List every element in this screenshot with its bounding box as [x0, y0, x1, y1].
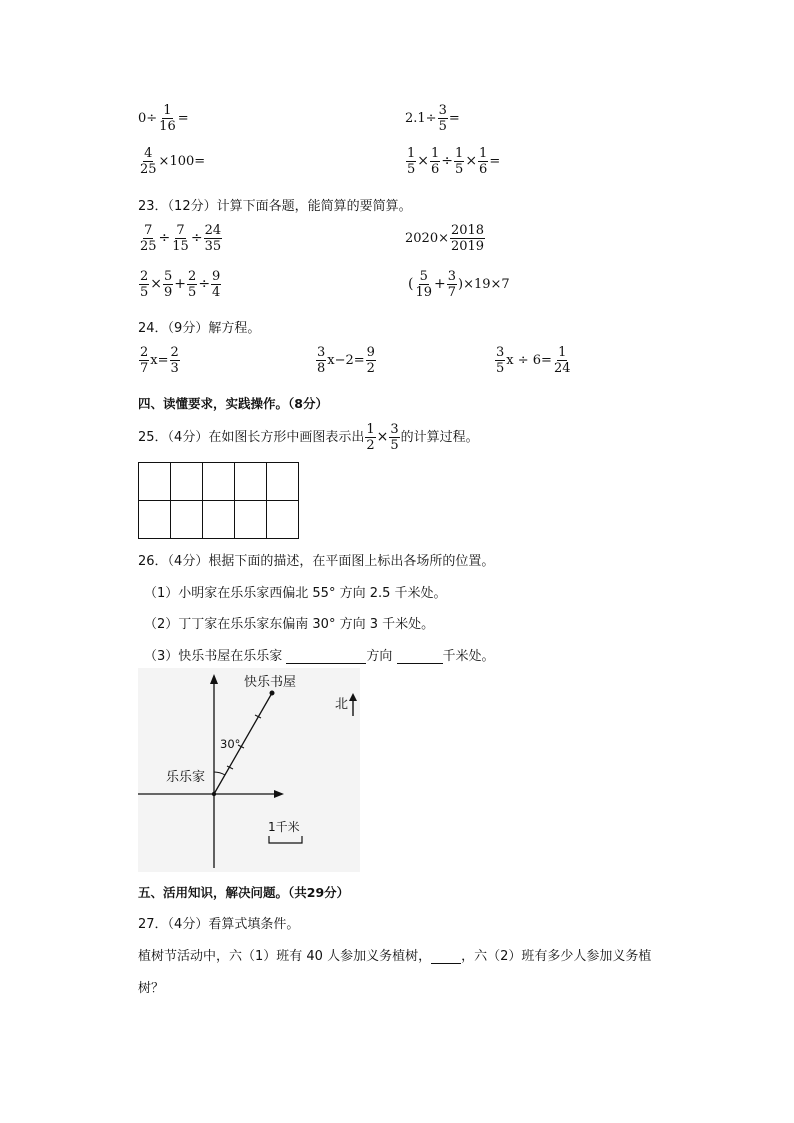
numerator: 3	[317, 345, 326, 360]
denominator: 5	[140, 285, 149, 300]
q23-expr-d	[408, 270, 510, 299]
angle-label: 30°	[220, 737, 241, 751]
numerator: 2	[170, 345, 179, 360]
q26-statement-2: （2）丁丁家在乐乐家东偏南 30° 方向 3 千米处。	[144, 617, 435, 632]
statement-text: （3）快乐书屋在乐乐家	[144, 649, 287, 664]
fraction	[450, 224, 485, 253]
denominator: 25	[140, 239, 157, 254]
denominator: 2	[366, 438, 375, 453]
q23-expr-b	[405, 224, 486, 253]
numerator: 9	[366, 345, 375, 360]
denominator: 19	[415, 285, 433, 300]
denominator: 24	[553, 361, 571, 376]
equation-2	[315, 346, 377, 375]
numerator: 3	[447, 269, 457, 284]
numerator: 5	[419, 269, 428, 284]
fraction	[366, 346, 376, 375]
q23-expr-c	[138, 270, 222, 299]
expr-text: x=	[150, 353, 169, 368]
operator: ×	[417, 153, 430, 169]
numerator: 2	[140, 269, 149, 284]
fraction	[170, 346, 180, 375]
question-text: 25．（4分）在如图长方形中画图表示出	[138, 430, 365, 445]
denominator: 2019	[450, 239, 485, 254]
denominator: 6	[479, 162, 488, 177]
denominator: 7	[140, 361, 149, 376]
operator: ÷	[198, 276, 211, 292]
expr-4-25-times-100	[138, 147, 205, 176]
equation-3	[494, 346, 572, 375]
numerator: 1	[558, 345, 567, 360]
bookstore-label: 快乐书屋	[244, 675, 297, 690]
fraction	[171, 224, 190, 253]
denominator: 25	[140, 162, 157, 177]
grid-cell[interactable]	[235, 501, 267, 539]
denominator: 16	[159, 119, 176, 134]
denominator: 35	[204, 239, 222, 254]
grid-cell[interactable]	[139, 501, 171, 539]
denominator: 5	[496, 361, 505, 376]
numerator: 3	[496, 345, 505, 360]
fraction	[478, 147, 488, 176]
expr-text: x ÷ 6=	[506, 353, 552, 368]
direction-blank[interactable]	[286, 651, 366, 664]
statement-text: 千米处。	[442, 649, 495, 664]
operator: +	[434, 276, 446, 292]
numerator: 1	[479, 146, 488, 161]
fraction	[187, 270, 197, 299]
grid-cell[interactable]	[171, 501, 203, 539]
fraction	[447, 270, 457, 299]
question-text: 的计算过程。	[400, 430, 479, 445]
numerator: 3	[438, 103, 447, 118]
fraction	[454, 147, 464, 176]
expr-text: =	[489, 154, 501, 169]
denominator: 15	[172, 239, 189, 254]
fraction	[139, 224, 158, 253]
numerator: 9	[212, 269, 221, 284]
expr-fraction-chain	[405, 147, 500, 176]
fraction	[406, 147, 416, 176]
numerator: 2018	[450, 223, 485, 238]
denominator: 2	[366, 361, 375, 376]
question-24-label: 24．（9分）解方程。	[138, 321, 261, 336]
grid-row	[139, 501, 299, 539]
question-text: ，六（2）班有多少人参加义务植	[461, 949, 652, 964]
numerator: 2	[140, 345, 149, 360]
question-text: 植树节活动中，六（1）班有 40 人参加义务植树，	[138, 949, 432, 964]
numerator: 1	[431, 146, 440, 161]
grid-row	[139, 463, 299, 501]
numerator: 1	[407, 146, 416, 161]
operator: ×	[465, 153, 478, 169]
statement-text: 方向	[366, 649, 397, 664]
question-23-label: 23．（12分）计算下面各题，能简算的要简算。	[138, 199, 412, 214]
fraction	[414, 270, 433, 299]
expr-text: ×100=	[158, 154, 206, 169]
operator: ×	[150, 276, 163, 292]
numerator: 7	[144, 223, 153, 238]
denominator: 5	[188, 285, 197, 300]
question-25	[138, 423, 479, 452]
numerator: 7	[176, 223, 185, 238]
numerator: 1	[366, 422, 375, 437]
grid-cell[interactable]	[171, 463, 203, 501]
grid-cell[interactable]	[267, 501, 299, 539]
expr-2-1-div-3-5	[405, 104, 460, 133]
denominator: 4	[212, 285, 221, 300]
expr-text: =	[448, 111, 460, 126]
denominator: 5	[390, 438, 399, 453]
condition-blank[interactable]	[431, 951, 461, 964]
q23-expr-a	[138, 224, 223, 253]
expr-text: )×19×7	[458, 277, 510, 292]
section-5-heading: 五、活用知识，解决问题。（共29分）	[138, 885, 350, 900]
grid-cell[interactable]	[235, 463, 267, 501]
scale-label: 1千米	[268, 820, 300, 834]
location-map[interactable]	[138, 668, 360, 872]
denominator: 8	[317, 361, 326, 376]
denominator: 7	[447, 285, 457, 300]
equation-1	[138, 346, 181, 375]
home-label: 乐乐家	[166, 770, 206, 785]
denominator: 5	[438, 119, 447, 134]
numerator: 3	[390, 422, 399, 437]
question-27-label: 27．（4分）看算式填条件。	[138, 917, 300, 932]
numerator: 2	[188, 269, 197, 284]
rectangle-grid[interactable]	[138, 462, 299, 539]
fraction	[495, 346, 505, 375]
fraction	[158, 104, 177, 133]
denominator: 5	[455, 162, 464, 177]
q26-statement-3	[144, 645, 495, 664]
distance-blank[interactable]	[397, 651, 443, 664]
numerator: 24	[204, 223, 222, 238]
expr-text: 2020×	[405, 231, 449, 246]
denominator: 9	[164, 285, 173, 300]
fraction	[204, 224, 223, 253]
expr-text: =	[177, 111, 189, 126]
expr-text: 0÷	[138, 111, 158, 126]
operator: ÷	[190, 230, 203, 246]
operator: ÷	[158, 230, 171, 246]
paren: (	[408, 276, 414, 292]
grid-cell[interactable]	[267, 463, 299, 501]
expr-text: x−2=	[327, 353, 365, 368]
q26-statement-1: （1）小明家在乐乐家西偏北 55° 方向 2.5 千米处。	[144, 586, 447, 601]
numerator: 4	[144, 146, 153, 161]
grid-cell[interactable]	[203, 463, 235, 501]
fraction	[139, 270, 149, 299]
expr-0-div-1-16	[138, 104, 189, 133]
denominator: 3	[170, 361, 179, 376]
operator: ÷	[441, 153, 454, 169]
fraction	[139, 346, 149, 375]
numerator: 5	[164, 269, 173, 284]
operator: ×	[376, 429, 389, 445]
fraction	[553, 346, 572, 375]
bookstore-point	[270, 691, 275, 696]
denominator: 6	[431, 162, 440, 177]
numerator: 1	[455, 146, 464, 161]
fraction	[211, 270, 221, 299]
fraction	[389, 423, 399, 452]
fraction	[430, 147, 440, 176]
numerator: 1	[163, 103, 172, 118]
fraction	[139, 147, 158, 176]
section-4-heading: 四、读懂要求，实践操作。（8分）	[138, 396, 328, 411]
fraction	[438, 104, 448, 133]
home-point	[212, 792, 216, 796]
q27-line-1	[138, 945, 651, 964]
grid-cell[interactable]	[139, 463, 171, 501]
fraction	[365, 423, 375, 452]
q27-line-2: 树？	[138, 981, 165, 996]
grid-cell[interactable]	[203, 501, 235, 539]
fraction	[163, 270, 173, 299]
fraction	[316, 346, 326, 375]
north-label: 北	[335, 697, 349, 712]
denominator: 5	[407, 162, 416, 177]
expr-text: 2.1÷	[405, 111, 437, 126]
question-26-label: 26．（4分）根据下面的描述，在平面图上标出各场所的位置。	[138, 554, 495, 569]
operator: +	[174, 276, 187, 292]
